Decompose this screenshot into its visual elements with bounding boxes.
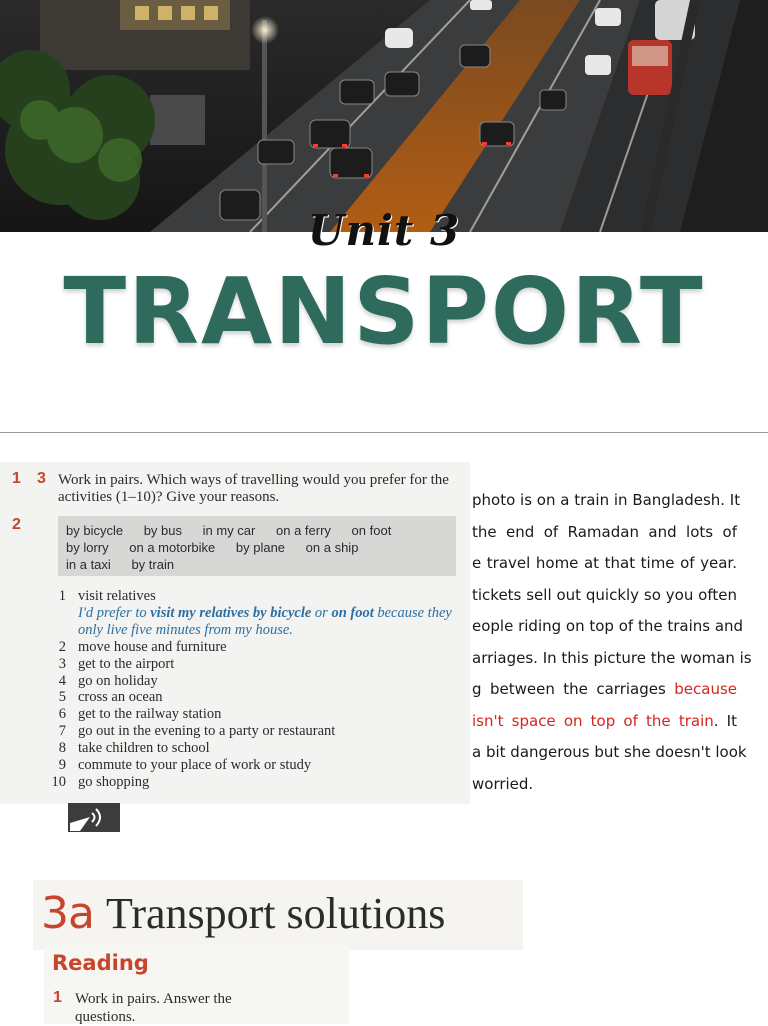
paragraph-line [472, 580, 737, 612]
paragraph-line [472, 706, 737, 738]
paragraph-line [472, 737, 747, 769]
exercise-scan [0, 462, 470, 804]
word-row [66, 522, 456, 539]
highlighted-text: because [674, 680, 737, 698]
paragraph-line [472, 611, 744, 643]
question-text: Work in pairs. Answer the questions. [75, 991, 232, 1025]
transport-word-box [58, 516, 456, 576]
exercise-number-a: 1 [12, 470, 21, 487]
text-run: tickets sell out quickly so you often [472, 585, 737, 604]
paragraph-line [472, 674, 737, 706]
list-item: 7 go out in the evening to a party or restaurant [58, 723, 336, 740]
list-item: 8 take children to school [58, 740, 210, 757]
word-option: on a ship [305, 540, 359, 555]
body-paragraph [472, 485, 752, 800]
paragraph-line [472, 517, 737, 549]
city-traffic-illustration [0, 0, 768, 232]
list-item: 3 get to the airport [58, 655, 175, 672]
word-option: on a ferry [276, 523, 331, 538]
exercise-number-b: 3 [37, 470, 46, 487]
section-divider [0, 432, 768, 433]
word-option: by train [131, 557, 175, 572]
exercise-number-c: 2 [12, 516, 21, 533]
text-run: arriages. In this picture the woman is [472, 648, 752, 667]
reading-block [44, 946, 349, 1024]
word-option: on a motorbike [129, 540, 216, 555]
section-number: 3a [41, 888, 94, 939]
list-item: 2 move house and furniture [58, 638, 227, 655]
question-number: 1 [53, 989, 62, 1006]
exercise-instruction: Work in pairs. Which ways of travelling would you prefer for the activities (1–10)? Give your reasons. [58, 472, 449, 505]
text-run: eople riding on top of the trains and [472, 617, 744, 635]
example-answer: I'd prefer to visit my relatives by bicycle or on foot because they only live five minutes from my house. [78, 604, 452, 638]
list-item: 1 visit relatives [58, 588, 156, 604]
list-item: 4 go on holiday [58, 672, 158, 689]
text-run: a bit dangerous but she doesn't look [472, 743, 747, 761]
word-option: in my car [202, 523, 256, 538]
word-row [66, 556, 456, 573]
speaker-icon [68, 803, 120, 832]
paragraph-line [472, 769, 737, 801]
word-option: in a taxi [66, 557, 111, 572]
hero-photo [0, 0, 768, 232]
word-option: by bicycle [66, 523, 124, 538]
word-option: by lorry [66, 540, 109, 555]
unit-label: Unit 3 [307, 206, 461, 255]
text-run: worried. [472, 774, 534, 793]
section-title: Transport solutions [106, 889, 446, 938]
list-item: 10 go shopping [51, 773, 150, 790]
audio-icon[interactable] [68, 803, 120, 832]
word-option: by plane [235, 540, 286, 555]
text-run: g between the carriages [472, 680, 675, 698]
word-option: on foot [351, 523, 392, 538]
list-item: 6 get to the railway station [58, 706, 222, 723]
text-run: . It [713, 711, 737, 730]
text-run: e travel home at that time of year. [472, 554, 737, 572]
list-item: 5 cross an ocean [58, 689, 163, 706]
word-row [66, 539, 456, 556]
activity-list [48, 588, 468, 791]
list-item: 9 commute to your place of work or study [58, 757, 312, 774]
highlighted-text: isn't space on top of the train [472, 711, 714, 730]
reading-label: Reading [52, 951, 149, 975]
section-header [33, 880, 523, 950]
unit-heading: TRANSPORT [63, 258, 705, 365]
text-run: photo is on a train in Bangladesh. It [472, 491, 741, 509]
word-option: by bus [143, 523, 183, 538]
paragraph-line [472, 485, 741, 517]
paragraph-line [472, 548, 737, 580]
paragraph-line [472, 643, 752, 675]
text-run: the end of Ramadan and lots of [472, 522, 737, 541]
